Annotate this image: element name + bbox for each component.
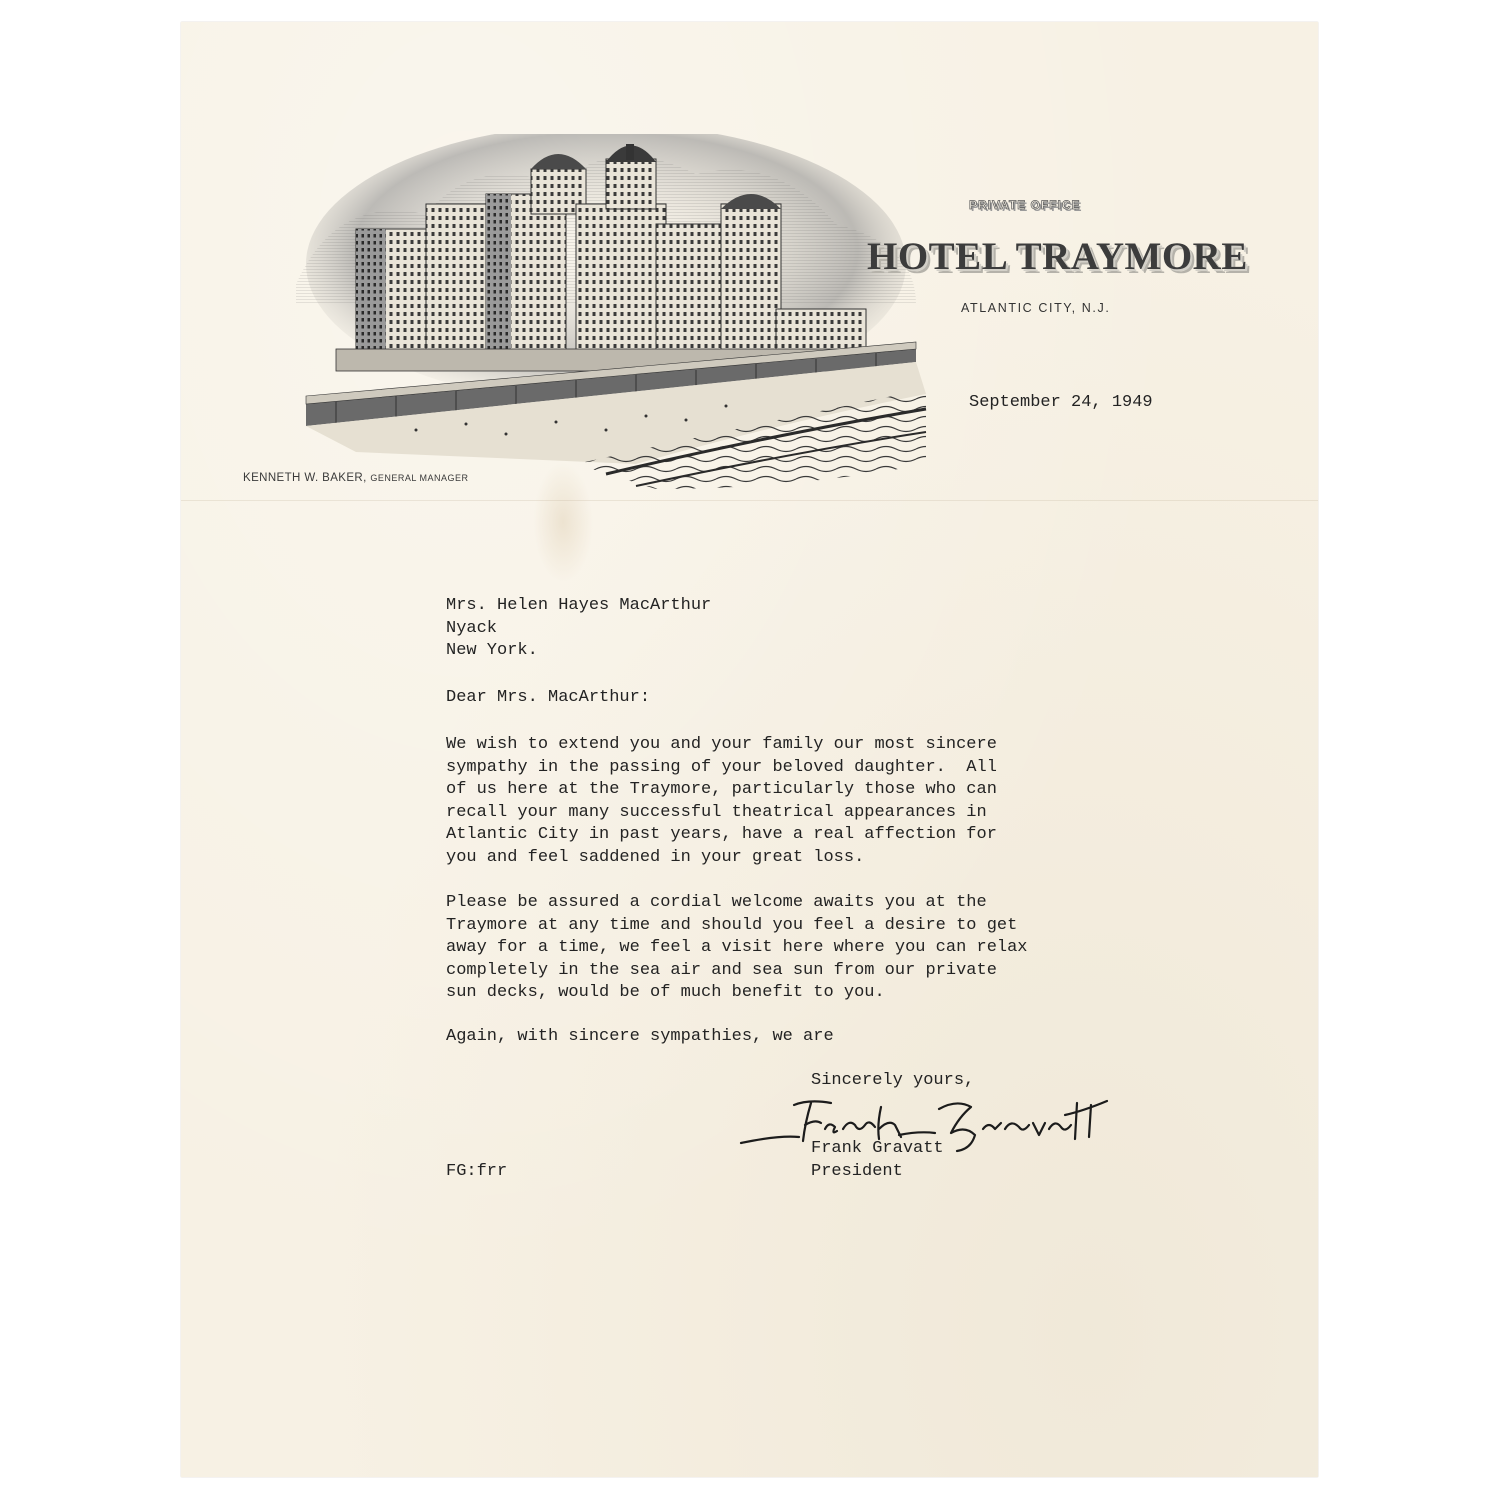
- paragraph-line: away for a time, we feel a visit here where you can relax: [446, 938, 1028, 957]
- letter-date: September 24, 1949: [969, 393, 1153, 412]
- body-paragraph-2: [446, 892, 1028, 1005]
- manager-name: KENNETH W. BAKER,: [243, 472, 367, 484]
- recipient-address: [446, 595, 711, 663]
- paragraph-line: you and feel saddened in your great loss.: [446, 847, 865, 867]
- hotel-city: ATLANTIC CITY, N.J.: [961, 301, 1111, 315]
- paragraph-line: We wish to extend you and your family our most sincere: [446, 735, 997, 754]
- private-office-label: PRIVATE OFFICE: [969, 198, 1081, 212]
- address-line: Mrs. Helen Hayes MacArthur: [446, 596, 712, 615]
- salutation: Dear Mrs. MacArthur:: [446, 688, 651, 707]
- general-manager-line: [243, 472, 469, 484]
- paragraph-line: Atlantic City in past years, have a real affection for: [446, 825, 997, 844]
- hotel-engraving-illustration: [276, 134, 936, 494]
- address-line: Nyack: [446, 618, 498, 638]
- signer-block: [811, 1138, 944, 1183]
- body-paragraph-3: Again, with sincere sympathies, we are: [446, 1027, 834, 1046]
- typist-initials: FG:frr: [446, 1162, 508, 1181]
- paragraph-line: recall your many successful theatrical appearances in: [446, 802, 987, 822]
- paragraph-line: completely in the sea air and sea sun from our private: [446, 960, 997, 980]
- paragraph-line: sun decks, would be of much benefit to you.: [446, 983, 885, 1002]
- paragraph-line: Please be assured a cordial welcome awaits you at the: [446, 893, 987, 912]
- closing: Sincerely yours,: [811, 1071, 975, 1090]
- address-line: New York.: [446, 641, 538, 660]
- letter-sheet: [181, 22, 1318, 1477]
- paragraph-line: Traymore at any time and should you feel a desire to get: [446, 915, 1018, 935]
- fold-line: [181, 500, 1318, 501]
- signer-name: Frank Gravatt: [811, 1139, 944, 1158]
- manager-role: GENERAL MANAGER: [370, 473, 469, 483]
- body-paragraph-1: [446, 734, 997, 869]
- hotel-name-title: HOTEL TRAYMORE: [867, 235, 1248, 278]
- paragraph-line: sympathy in the passing of your beloved daughter. All: [446, 757, 997, 777]
- paragraph-line: of us here at the Traymore, particularly those who can: [446, 780, 997, 799]
- signer-title: President: [811, 1161, 903, 1181]
